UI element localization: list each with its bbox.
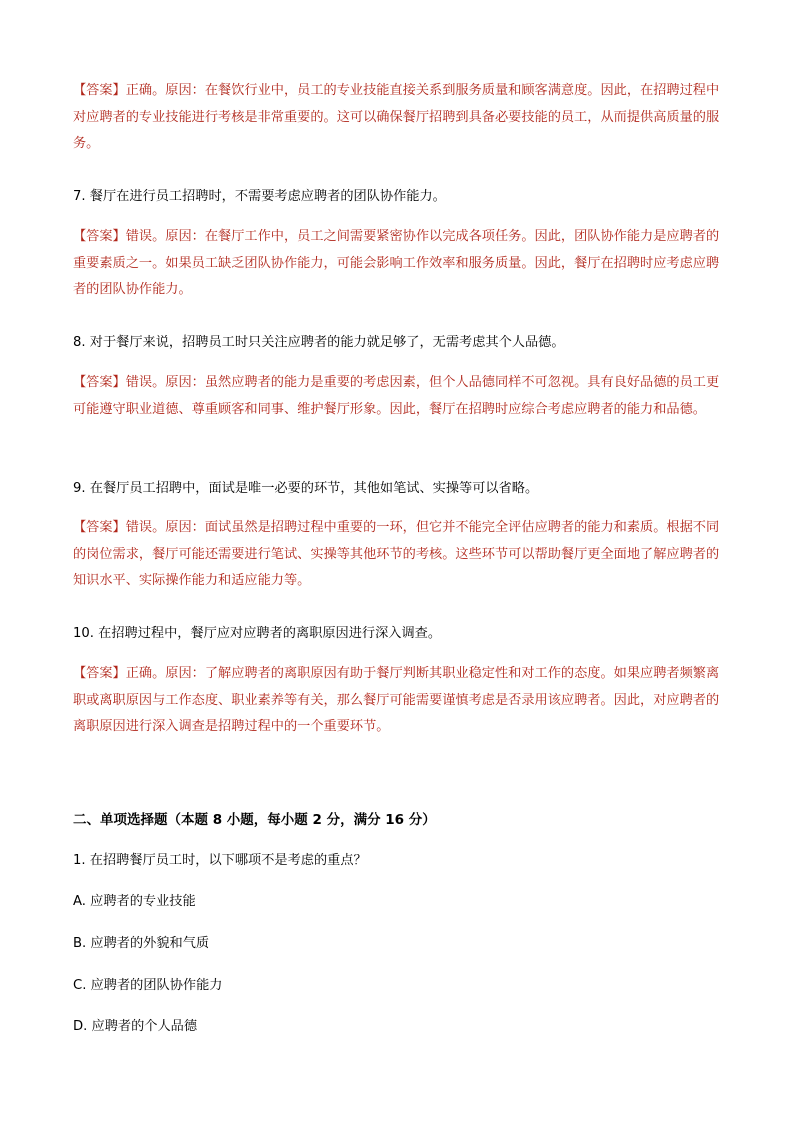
choice-question-1: 1. 在招聘餐厅员工时，以下哪项不是考虑的重点？ (73, 853, 367, 868)
question-8: 8. 对于餐厅来说，招聘员工时只关注应聘者的能力就足够了，无需考虑其个人品德。 (73, 335, 565, 350)
section-title: 二、单项选择题（本题 8 小题，每小题 2 分，满分 16 分） (73, 812, 436, 828)
answer-8: 【答案】错误。原因：虽然应聘者的能力是重要的考虑因素，但个人品德同样不可忽视。具有良好品德的员工更可能遵守职业道德、尊重顾客和同事、维护餐厅形象。因此，餐厅在招聘时应综合考虑应聘者的能力和品德。 (73, 375, 720, 417)
option-b: B. 应聘者的外貌和气质 (73, 936, 210, 951)
option-d: D. 应聘者的个人品德 (73, 1019, 198, 1034)
answer-10: 【答案】正确。原因：了解应聘者的离职原因有助于餐厅判断其职业稳定性和对工作的态度。如果应聘者频繁离职或离职原因与工作态度、职业素养等有关，那么餐厅可能需要谨慎考虑是否录用该应聘者。因此，对应聘者的离职原因进行深入调查是招聘过程中的一个重要环节。 (73, 666, 720, 734)
answer-9: 【答案】错误。原因：面试虽然是招聘过程中重要的一环，但它并不能完全评估应聘者的能力和素质。根据不同的岗位需求，餐厅可能还需要进行笔试、实操等其他环节的考核。这些环节可以帮助餐厅更全面地了解应聘者的知识水平、实际操作能力和适应能力等。 (73, 520, 720, 588)
answer-6: 【答案】正确。原因：在餐饮行业中，员工的专业技能直接关系到服务质量和顾客满意度。因此，在招聘过程中对应聘者的专业技能进行考核是非常重要的。这可以确保餐厅招聘到具备必要技能的员工，从而提供高质量的服务。 (73, 83, 720, 151)
question-7: 7. 餐厅在进行员工招聘时，不需要考虑应聘者的团队协作能力。 (73, 189, 446, 204)
question-9: 9. 在餐厅员工招聘中，面试是唯一必要的环节，其他如笔试、实操等可以省略。 (73, 481, 539, 496)
option-c: C. 应聘者的团队协作能力 (73, 978, 223, 993)
answer-7: 【答案】错误。原因：在餐厅工作中，员工之间需要紧密协作以完成各项任务。因此，团队协作能力是应聘者的重要素质之一。如果员工缺乏团队协作能力，可能会影响工作效率和服务质量。因此，餐厅在招聘时应考虑应聘者的团队协作能力。 (73, 229, 720, 297)
option-a: A. 应聘者的专业技能 (73, 894, 196, 909)
question-10: 10. 在招聘过程中，餐厅应对应聘者的离职原因进行深入调查。 (73, 626, 442, 641)
